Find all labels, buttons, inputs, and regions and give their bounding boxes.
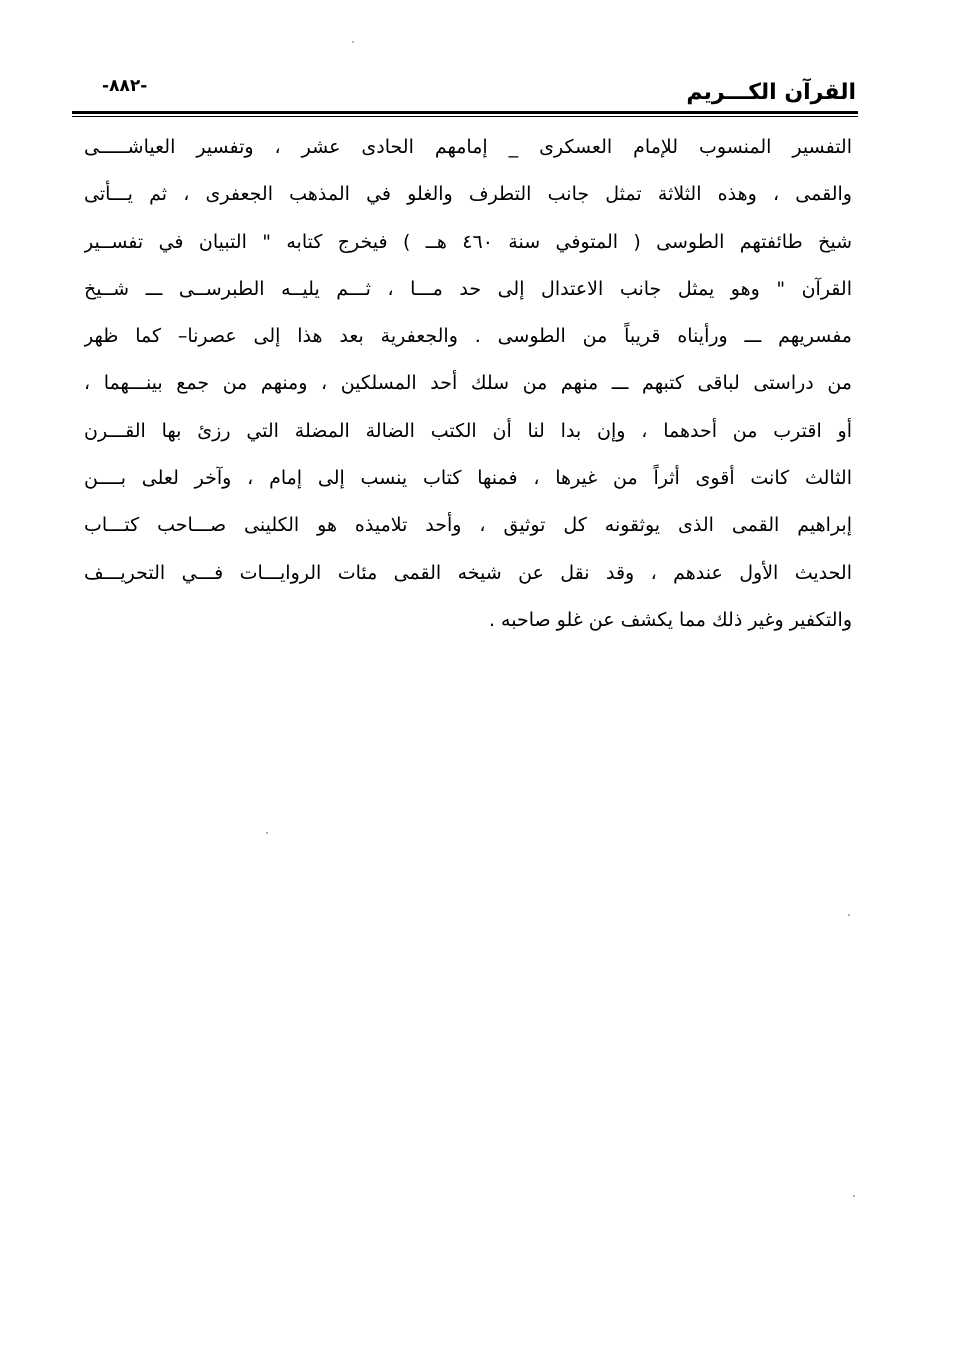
- text-line: أو اقترب من أحدهما ، وإن بدا لنا أن الكتب الضالة المضلة التي رزئ بها القـــرن: [84, 419, 852, 442]
- text-line-last: والتكفير وغير ذلك مما يكشف عن غلو صاحبه .: [488, 608, 852, 631]
- text-line: القرآن " وهو يمثل جانب الاعتدال إلى حد مـــا ، ثـــم يليــه الطبرســى ـــ شــيخ: [84, 277, 852, 300]
- scan-speck: [266, 832, 268, 834]
- running-title: القرآن الكـــريم: [686, 80, 856, 105]
- page-number: -٨٨٢-: [102, 76, 148, 96]
- text-line: إبراهيم القمى الذى يوثقونه كل توثيق ، وأحد تلاميذه هو الكلينى صـــاحب كتـــاب: [84, 514, 852, 537]
- body-text: [84, 124, 852, 644]
- text-line: من دراستى لباقى كتبهم ـــ منهم من سلك أحد المسلكين ، ومنهم من جمع بينـــهما ،: [84, 372, 852, 395]
- header-rule-thin: [72, 116, 858, 117]
- text-line: الثالث كانت أقوى أثراً من غيرها ، فمنها كتاب ينسب إلى إمام ، وآخر لعلى بــــن: [84, 467, 852, 490]
- scan-speck: [352, 41, 354, 43]
- text-line: شيخ طائفتهم الطوسى ( المتوفي سنة ٤٦٠ هــ ) فيخرج كتابه " التبيان في تفســير: [84, 230, 852, 253]
- scan-speck: [848, 914, 850, 916]
- header-rule-thick: [72, 111, 858, 114]
- page-header: [88, 70, 856, 112]
- text-line: مفسريهم ـــ ورأيناه قريباً من الطوسى . والجعفرية بعد هذا إلى عصرنا– كما ظهر: [84, 325, 852, 348]
- text-line: والقمى ، وهذه الثلاثة تمثل جانب التطرف والغلو في المذهب الجعفرى ، ثم يـــأتى: [84, 183, 852, 206]
- text-line: التفسير المنسوب للإمام العسكرى _ إمامهم الحادى عشر ، وتفسير العياشـــــى: [84, 136, 852, 158]
- text-line: الحديث الأول عندهم ، وقد نقل عن شيخه القمى مئات الروايـــات فـــي التحريـــف: [84, 561, 852, 584]
- scan-speck: [853, 1195, 855, 1197]
